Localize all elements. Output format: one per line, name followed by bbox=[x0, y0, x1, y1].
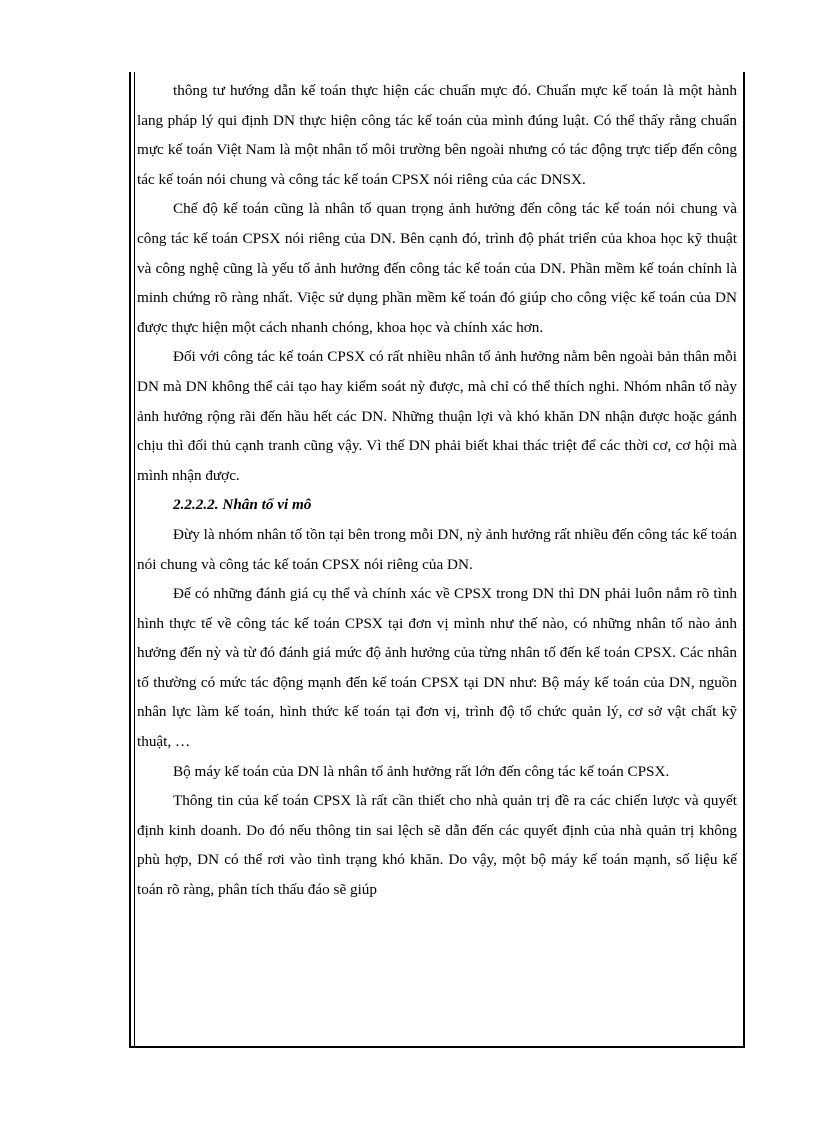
paragraph: Đừy là nhóm nhân tố tồn tại bên trong mỗi DN, nỳ ảnh hưởng rất nhiều đến công tác kế toán nói chung và công tác kế toán CPSX nói riêng của DN. bbox=[137, 525, 737, 573]
page-border-inner-line bbox=[134, 72, 135, 1048]
paragraph: Thông tin của kế toán CPSX là rất cần thiết cho nhà quản trị đề ra các chiến lược và quyết định kinh doanh. Do đó nếu thông tin sai lệch sẽ dẫn đến các quyết định của nhà quản trị không phù hợp, DN có thể rơi vào tình trạng khó khăn. Do vậy, một bộ máy kế toán mạnh, số liệu kế toán rõ ràng, phân tích thấu đáo sẽ giúp bbox=[137, 792, 737, 899]
paragraph: Đối với công tác kế toán CPSX có rất nhiều nhân tố ảnh hưởng nằm bên ngoài bản thân mỗi DN mà DN không thể cải tạo hay kiểm soát nỳ được, mà chỉ có thể thích nghi. Nhóm nhân tố này ảnh hưởng rộng rãi đến hầu hết các DN. Những thuận lợi và khó khăn DN nhận được hoặc gánh chịu thì đối thủ cạnh tranh cũng vậy. Vì thế DN phải biết khai thác triệt để các thời cơ, cơ hội mà mình nhận được. bbox=[137, 348, 737, 484]
paragraph: Chế độ kế toán cũng là nhân tố quan trọng ảnh hưởng đến công tác kế toán nói chung và công tác kế toán CPSX nói riêng của DN. Bên cạnh đó, trình độ phát triển của khoa học kỹ thuật và công nghệ cũng là yếu tố ảnh hưởng đến công tác kế toán của DN. Phần mềm kế toán chính là minh chứng rõ ràng nhất. Việc sử dụng phần mềm kế toán đó giúp cho công việc kế toán của DN được thực hiện một cách nhanh chóng, khoa học và chính xác hơn. bbox=[137, 200, 737, 336]
paragraph: Bộ máy kế toán của DN là nhân tố ảnh hưởng rất lớn đến công tác kế toán CPSX. bbox=[173, 762, 670, 780]
section-heading: 2.2.2.2. Nhân tố vi mô bbox=[173, 496, 312, 514]
paragraph: Để có những đánh giá cụ thể và chính xác về CPSX trong DN thì DN phải luôn nắm rõ tình hình thực tế về công tác kế toán CPSX tại đơn vị mình như thế nào, có những nhân tố nào ảnh hưởng đến nỳ và từ đó đánh giá mức độ ảnh hưởng của từng nhân tố đến kế toán CPSX. Các nhân tố thường có mức tác động mạnh đến kế toán CPSX tại DN như: Bộ máy kế toán của DN, nguồn nhân lực làm kế toán, hình thức kế toán tại đơn vị, trình độ tổ chức quản lý, cơ sở vật chất kỹ thuật, … bbox=[137, 585, 737, 751]
document-body bbox=[137, 76, 737, 905]
paragraph: thông tư hướng dẫn kế toán thực hiện các chuẩn mực đó. Chuẩn mực kế toán là một hành lang pháp lý qui định DN thực hiện công tác kế toán của mình đúng luật. Có thể thấy rằng chuẩn mực kế toán Việt Nam là một nhân tố môi trường bên ngoài nhưng có tác động trực tiếp đến công tác kế toán nói chung và công tác kế toán CPSX nói riêng của các DNSX. bbox=[137, 82, 737, 188]
